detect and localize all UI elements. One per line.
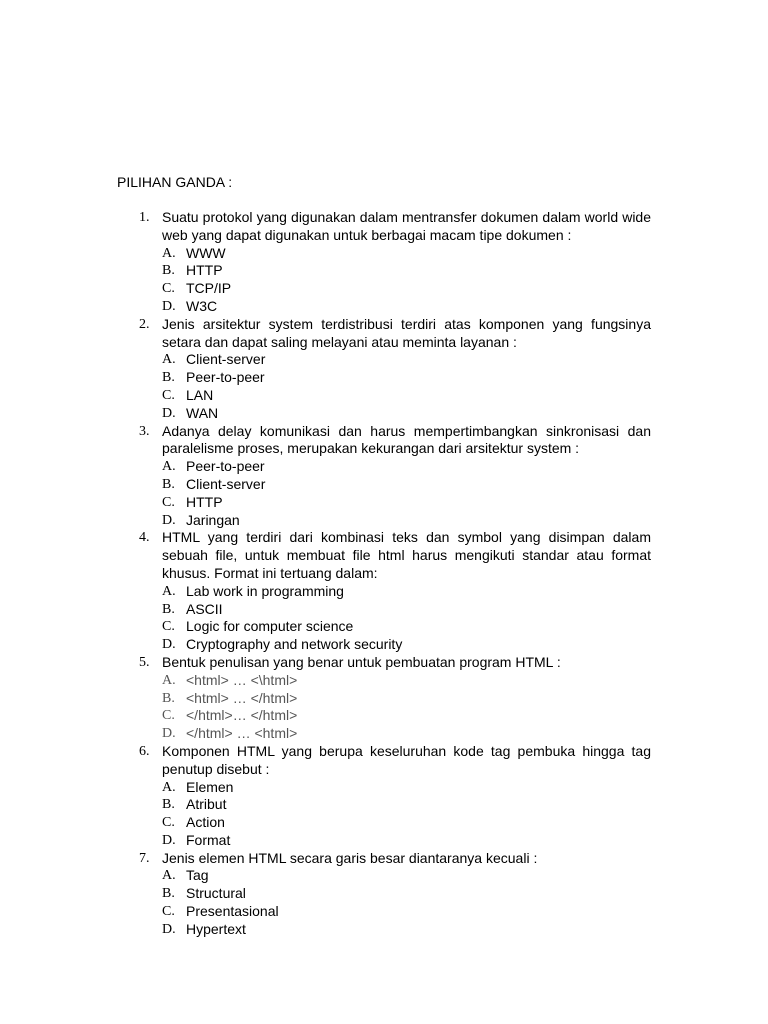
option-letter: B. xyxy=(162,690,175,706)
option-letter: C. xyxy=(162,815,175,831)
option-letter: D. xyxy=(162,921,176,937)
option-b xyxy=(0,262,768,280)
option-d xyxy=(0,512,768,530)
option-text: WWW xyxy=(186,244,226,261)
question-text: HTML yang terdiri dari kombinasi teks dan symbol yang disimpan dalam sebuah file, untuk membuat file html harus mengikuti standar atau format khusus. Format ini tertuang dalam: xyxy=(162,529,651,581)
question-number: 3. xyxy=(139,423,150,439)
option-text: HTTP xyxy=(186,493,223,510)
option-c xyxy=(0,494,768,512)
option-list xyxy=(0,672,768,743)
option-list xyxy=(0,583,768,654)
option-letter: C. xyxy=(162,708,175,724)
option-text: WAN xyxy=(186,404,219,421)
option-d xyxy=(0,921,768,939)
question-1 xyxy=(0,209,768,316)
option-c xyxy=(0,387,768,405)
option-text: W3C xyxy=(186,297,218,314)
option-b xyxy=(0,601,768,619)
question-number: 6. xyxy=(139,743,150,759)
option-b xyxy=(0,885,768,903)
question-text: Adanya delay komunikasi dan harus mempertimbangkan sinkronisasi dan paralelisme proses, merupakan kekurangan dari arsitektur system : xyxy=(162,422,651,457)
option-text: Structural xyxy=(186,885,246,902)
option-letter: D. xyxy=(162,726,176,742)
option-d xyxy=(0,832,768,850)
option-b xyxy=(0,369,768,387)
option-b xyxy=(0,796,768,814)
question-3 xyxy=(0,423,768,530)
option-letter: A. xyxy=(162,583,176,599)
option-text: </html>… </html> xyxy=(186,707,298,724)
option-text: Lab work in programming xyxy=(186,582,344,599)
question-2 xyxy=(0,316,768,423)
option-a xyxy=(0,672,768,690)
option-text: Cryptography and network security xyxy=(186,636,403,653)
option-letter: D. xyxy=(162,512,176,528)
option-letter: B. xyxy=(162,886,175,902)
option-list xyxy=(0,779,768,850)
option-text: Elemen xyxy=(186,778,234,795)
option-text: </html> … <html> xyxy=(186,725,298,742)
option-a xyxy=(0,245,768,263)
option-letter: C. xyxy=(162,904,175,920)
section-title: PILIHAN GANDA : xyxy=(117,174,233,190)
question-number: 1. xyxy=(139,210,150,225)
option-d xyxy=(0,298,768,316)
option-text: Atribut xyxy=(186,796,227,813)
option-text: TCP/IP xyxy=(186,280,232,297)
question-5 xyxy=(0,654,768,743)
option-d xyxy=(0,636,768,654)
option-letter: A. xyxy=(162,245,176,261)
option-letter: B. xyxy=(162,476,175,492)
option-letter: B. xyxy=(162,263,175,279)
question-number: 2. xyxy=(139,316,150,332)
option-letter: D. xyxy=(162,405,176,421)
question-text: Bentuk penulisan yang benar untuk pembuatan program HTML : xyxy=(162,653,561,670)
option-letter: C. xyxy=(162,494,175,510)
option-text: <html> … </html> xyxy=(186,689,298,706)
option-d xyxy=(0,405,768,423)
option-list xyxy=(0,867,768,938)
option-b xyxy=(0,690,768,708)
question-text: Komponen HTML yang berupa keseluruhan kode tag pembuka hingga tag penutup disebut : xyxy=(162,742,651,777)
option-letter: A. xyxy=(162,779,176,795)
option-c xyxy=(0,618,768,636)
question-number: 5. xyxy=(139,654,150,670)
question-number: 4. xyxy=(139,530,150,546)
option-letter: D. xyxy=(162,637,176,653)
option-a xyxy=(0,779,768,797)
option-text: Tag xyxy=(186,867,209,884)
option-letter: C. xyxy=(162,619,175,635)
option-letter: B. xyxy=(162,601,175,617)
option-d xyxy=(0,725,768,743)
option-text: ASCII xyxy=(186,600,223,617)
option-letter: C. xyxy=(162,387,175,403)
question-text: Suatu protokol yang digunakan dalam mentransfer dokumen dalam world wide web yang dapat digunakan untuk berbagai macam tipe dokumen : xyxy=(162,209,651,243)
option-c xyxy=(0,280,768,298)
option-a xyxy=(0,351,768,369)
option-text: Client-server xyxy=(186,475,266,492)
option-text: <html> … <\html> xyxy=(186,671,298,688)
option-letter: B. xyxy=(162,370,175,386)
option-letter: C. xyxy=(162,281,175,297)
option-letter: A. xyxy=(162,459,176,475)
option-a xyxy=(0,583,768,601)
option-letter: B. xyxy=(162,797,175,813)
question-number: 7. xyxy=(139,850,150,866)
option-text: HTTP xyxy=(186,262,223,279)
option-list xyxy=(0,458,768,529)
option-text: LAN xyxy=(186,386,214,403)
question-list xyxy=(0,209,768,939)
option-letter: A. xyxy=(162,672,176,688)
option-letter: D. xyxy=(162,832,176,848)
option-text: Format xyxy=(186,831,231,848)
option-b xyxy=(0,476,768,494)
option-text: Peer-to-peer xyxy=(186,369,265,386)
option-text: Logic for computer science xyxy=(186,618,354,635)
question-6 xyxy=(0,743,768,850)
option-c xyxy=(0,903,768,921)
option-c xyxy=(0,707,768,725)
question-7 xyxy=(0,850,768,939)
option-text: Client-server xyxy=(186,351,266,368)
option-a xyxy=(0,867,768,885)
question-text: Jenis elemen HTML secara garis besar diantaranya kecuali : xyxy=(162,849,538,866)
option-letter: A. xyxy=(162,868,176,884)
option-a xyxy=(0,458,768,476)
option-letter: D. xyxy=(162,298,176,314)
option-list xyxy=(0,351,768,422)
option-list xyxy=(0,245,768,316)
option-text: Hypertext xyxy=(186,920,246,937)
question-4 xyxy=(0,529,768,654)
option-text: Peer-to-peer xyxy=(186,458,265,475)
option-c xyxy=(0,814,768,832)
question-text: Jenis arsitektur system terdistribusi terdiri atas komponen yang fungsinya setara dan dapat saling melayani atau meminta layanan : xyxy=(162,315,651,350)
option-text: Action xyxy=(186,814,225,831)
option-letter: A. xyxy=(162,352,176,368)
option-text: Presentasional xyxy=(186,903,279,920)
option-text: Jaringan xyxy=(186,511,240,528)
